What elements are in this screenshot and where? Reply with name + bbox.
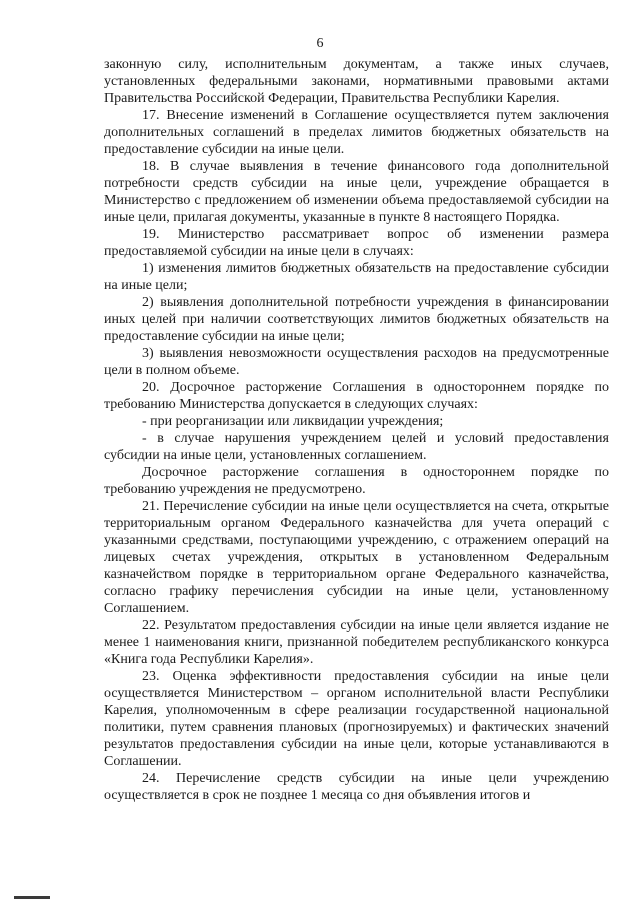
paragraph-20: 20. Досрочное расторжение Соглашения в одностороннем порядке по требованию Министерства допускается в следующих случаях:	[104, 380, 609, 412]
document-body	[104, 56, 609, 804]
paragraph-23: 23. Оценка эффективности предоставления субсидии на иные цели осуществляется Министерством – органом исполнительной власти Республики Карелия, уполномоченным в сфере реализации государственной национальной политики, путем сравнения плановых (прогнозируемых) и фактических значений результатов предоставления субсидии на иные цели, которые устанавливаются в Соглашении.	[104, 669, 609, 769]
list-item-20-reorganization: - при реорганизации или ликвидации учреждения;	[142, 414, 444, 429]
paragraph-17: 17. Внесение изменений в Соглашение осуществляется путем заключения дополнительных соглашений в пределах лимитов бюджетных обязательств на предоставление субсидии на иные цели.	[104, 108, 609, 157]
paragraph-19: 19. Министерство рассматривает вопрос об изменении размера предоставляемой субсидии на иные цели в случаях:	[104, 227, 609, 259]
paragraph-continuation: законную силу, исполнительным документам, а также иных случаев, установленных федеральными законами, нормативными правовыми актами Правительства Российской Федерации, Правительства Республики Карелия.	[104, 57, 609, 106]
list-item-19-2: 2) выявления дополнительной потребности учреждения в финансировании иных целей при наличии соответствующих лимитов бюджетных обязательств на предоставление субсидии на иные цели;	[104, 295, 609, 344]
list-item-19-1: 1) изменения лимитов бюджетных обязательств на предоставление субсидии на иные цели;	[104, 261, 609, 293]
paragraph-22: 22. Результатом предоставления субсидии на иные цели является издание не менее 1 наименования книги, признанной победителем республиканского конкурса «Книга года Республики Карелия».	[104, 618, 609, 667]
list-item-19-3: 3) выявления невозможности осуществления расходов на предусмотренные цели в полном объеме.	[104, 346, 609, 378]
list-item-20-violation: - в случае нарушения учреждением целей и условий предоставления субсидии на иные цели, установленных соглашением.	[104, 431, 609, 463]
paragraph-24: 24. Перечисление средств субсидии на иные цели учреждению осуществляется в срок не позднее 1 месяца со дня объявления итогов и	[104, 771, 609, 803]
paragraph-21: 21. Перечисление субсидии на иные цели осуществляется на счета, открытые территориальным органом Федерального казначейства для учета операций с указанными средствами, поступающими учреждению, с отражением операций на лицевых счетах учреждения, открытых в установленном Федеральным казначейством порядке в территориальном органе Федерального казначейства, согласно графику перечисления субсидии на иные цели, установленному Соглашением.	[104, 499, 609, 616]
paragraph-20-termination: Досрочное расторжение соглашения в одностороннем порядке по требованию учреждения не предусмотрено.	[104, 465, 609, 497]
page-number: 6	[316, 36, 324, 51]
scan-edge-mark	[14, 896, 50, 899]
paragraph-18: 18. В случае выявления в течение финансового года дополнительной потребности средств субсидии на иные цели, учреждение обращается в Министерство с предложением об изменении объема предоставляемой субсидии на иные цели, прилагая документы, указанные в пункте 8 настоящего Порядка.	[104, 159, 609, 225]
